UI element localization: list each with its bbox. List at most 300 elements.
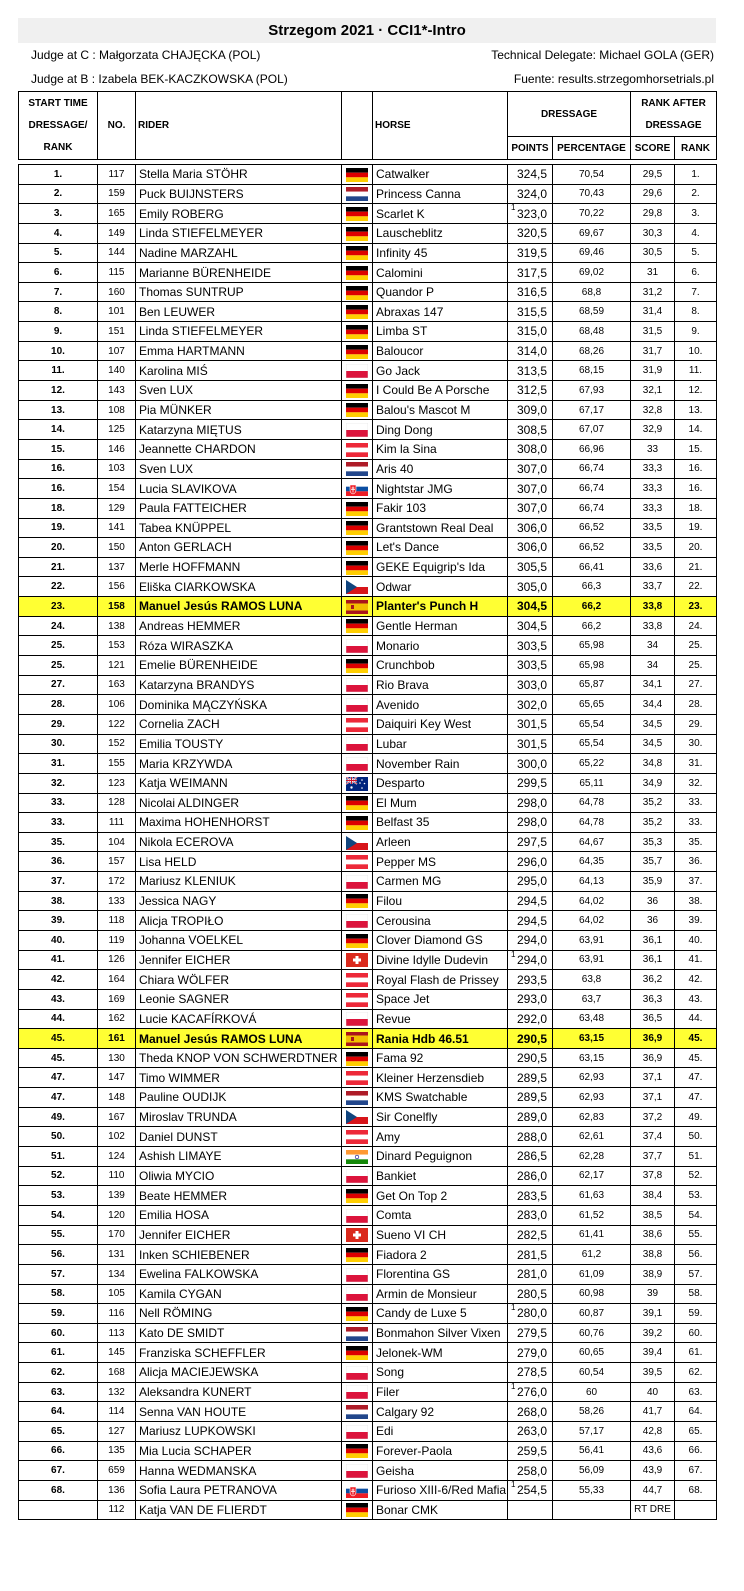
points-value: 323,0 xyxy=(516,206,547,221)
rider-cell: Beate HEMMER xyxy=(136,1186,342,1206)
percentage-cell: 69,67 xyxy=(553,223,631,243)
percentage-cell: 66,52 xyxy=(553,538,631,558)
header-no: NO. xyxy=(98,114,136,137)
rider-cell: Marianne BÜRENHEIDE xyxy=(136,263,342,283)
table-row xyxy=(19,1422,717,1442)
number-cell: 113 xyxy=(98,1323,136,1343)
horse-cell: Dinard Peguignon xyxy=(373,1147,508,1167)
header-dressage-rank: DRESSAGE/ xyxy=(19,114,98,137)
number-cell: 111 xyxy=(98,813,136,833)
horse-cell: Fakir 103 xyxy=(373,498,508,518)
horse-cell: Furioso XIII-6/Red Mafia xyxy=(373,1480,508,1500)
flag-switzerland-icon xyxy=(346,1228,368,1242)
points-value: 254,5 xyxy=(516,1483,547,1498)
points-cell xyxy=(508,498,553,518)
table-row xyxy=(19,656,717,676)
percentage-cell: 60,65 xyxy=(553,1343,631,1363)
flag-cell xyxy=(342,1323,373,1343)
table-row xyxy=(19,989,717,1009)
dressage-rank-cell: 29. xyxy=(19,714,98,734)
dressage-rank-cell: 66. xyxy=(19,1441,98,1461)
dressage-rank-cell: 25. xyxy=(19,636,98,656)
dressage-rank-cell: 3. xyxy=(19,204,98,224)
horse-cell: Filou xyxy=(373,891,508,911)
points-cell xyxy=(508,1500,553,1520)
number-cell: 150 xyxy=(98,538,136,558)
flag-austria-icon xyxy=(346,443,368,457)
judge-c-text: Judge at C : Małgorzata CHAJĘCKA (POL) xyxy=(31,48,261,62)
score-cell: 39,1 xyxy=(631,1304,675,1324)
final-rank-cell: 57. xyxy=(675,1264,717,1284)
number-cell: 127 xyxy=(98,1422,136,1442)
horse-cell: Rio Brava xyxy=(373,675,508,695)
points-value: 294,5 xyxy=(516,894,547,909)
points-cell xyxy=(508,165,553,185)
score-cell: 44,7 xyxy=(631,1480,675,1500)
number-cell: 122 xyxy=(98,714,136,734)
horse-cell: Revue xyxy=(373,1009,508,1029)
dressage-rank-cell: 30. xyxy=(19,734,98,754)
points-value: 303,0 xyxy=(516,677,547,692)
final-rank-cell: 9. xyxy=(675,322,717,342)
dressage-rank-cell: 44. xyxy=(19,1009,98,1029)
dressage-rank-cell: 42. xyxy=(19,970,98,990)
final-rank-cell: 30. xyxy=(675,734,717,754)
points-cell xyxy=(508,989,553,1009)
points-value: 324,0 xyxy=(516,186,547,201)
number-cell: 128 xyxy=(98,793,136,813)
score-cell: 35,3 xyxy=(631,832,675,852)
score-cell: 30,3 xyxy=(631,223,675,243)
header-dressage: DRESSAGE xyxy=(508,92,631,137)
rider-cell: Nikola ECEROVA xyxy=(136,832,342,852)
horse-cell: Desparto xyxy=(373,773,508,793)
table-row xyxy=(19,616,717,636)
percentage-cell: 61,52 xyxy=(553,1205,631,1225)
dressage-rank-cell: 67. xyxy=(19,1461,98,1481)
horse-cell: Abraxas 147 xyxy=(373,302,508,322)
points-cell xyxy=(508,1304,553,1324)
percentage-cell: 56,41 xyxy=(553,1441,631,1461)
table-row xyxy=(19,498,717,518)
number-cell: 130 xyxy=(98,1048,136,1068)
number-cell: 115 xyxy=(98,263,136,283)
flag-cell xyxy=(342,557,373,577)
final-rank-cell: 40. xyxy=(675,930,717,950)
rider-cell: Ashish LIMAYE xyxy=(136,1147,342,1167)
points-value: 307,0 xyxy=(516,501,547,516)
final-rank-cell: 22. xyxy=(675,577,717,597)
flag-cell xyxy=(342,282,373,302)
final-rank-cell: 43. xyxy=(675,989,717,1009)
percentage-cell: 60,54 xyxy=(553,1363,631,1383)
rider-cell: Leonie SAGNER xyxy=(136,989,342,1009)
flag-germany-icon xyxy=(346,1346,368,1360)
horse-cell: Nightstar JMG xyxy=(373,479,508,499)
final-rank-cell: 10. xyxy=(675,341,717,361)
flag-australia-icon xyxy=(346,777,368,791)
horse-cell: Forever-Paola xyxy=(373,1441,508,1461)
dressage-rank-cell: 61. xyxy=(19,1343,98,1363)
flag-germany-icon xyxy=(346,1503,368,1517)
rider-cell: Eliška CIARKOWSKA xyxy=(136,577,342,597)
flag-cell xyxy=(342,1422,373,1442)
flag-poland-icon xyxy=(346,1169,368,1183)
info-row-2 xyxy=(18,67,716,91)
percentage-cell: 66,41 xyxy=(553,557,631,577)
dressage-rank-cell: 35. xyxy=(19,832,98,852)
dressage-rank-cell: 41. xyxy=(19,950,98,970)
points-cell xyxy=(508,1107,553,1127)
table-row xyxy=(19,1048,717,1068)
dressage-rank-cell: 45. xyxy=(19,1029,98,1049)
points-value: 295,0 xyxy=(516,874,547,889)
number-cell: 106 xyxy=(98,695,136,715)
technical-delegate-text: Technical Delegate: Michael GOLA (GER) xyxy=(491,48,714,62)
horse-cell: Lubar xyxy=(373,734,508,754)
flag-germany-icon xyxy=(346,561,368,575)
points-value: 286,5 xyxy=(516,1149,547,1164)
percentage-cell: 63,91 xyxy=(553,930,631,950)
dressage-rank-cell: 14. xyxy=(19,420,98,440)
number-cell: 172 xyxy=(98,872,136,892)
points-value: 294,0 xyxy=(516,952,547,967)
flag-cell xyxy=(342,538,373,558)
dressage-rank-cell: 15. xyxy=(19,439,98,459)
score-cell: 33,5 xyxy=(631,518,675,538)
points-cell xyxy=(508,773,553,793)
rider-cell: Maxima HOHENHORST xyxy=(136,813,342,833)
dressage-rank-cell: 24. xyxy=(19,616,98,636)
flag-poland-icon xyxy=(346,423,368,437)
points-cell xyxy=(508,714,553,734)
percentage-cell: 65,54 xyxy=(553,734,631,754)
number-cell: 137 xyxy=(98,557,136,577)
rider-cell: Aleksandra KUNERT xyxy=(136,1382,342,1402)
points-cell xyxy=(508,1323,553,1343)
flag-cell xyxy=(342,754,373,774)
table-row xyxy=(19,832,717,852)
points-cell xyxy=(508,1363,553,1383)
flag-cell xyxy=(342,773,373,793)
points-value: 288,0 xyxy=(516,1129,547,1144)
percentage-cell: 70,22 xyxy=(553,204,631,224)
number-cell: 117 xyxy=(98,165,136,185)
rider-cell: Chiara WÖLFER xyxy=(136,970,342,990)
percentage-cell: 66,52 xyxy=(553,518,631,538)
rider-cell: Pauline OUDIJK xyxy=(136,1088,342,1108)
flag-germany-icon xyxy=(346,1189,368,1203)
horse-cell: Edi xyxy=(373,1422,508,1442)
horse-cell: Infinity 45 xyxy=(373,243,508,263)
flag-germany-icon xyxy=(346,659,368,673)
final-rank-cell: 45. xyxy=(675,1029,717,1049)
dressage-rank-cell: 13. xyxy=(19,400,98,420)
dressage-rank-cell: 47. xyxy=(19,1088,98,1108)
points-cell xyxy=(508,538,553,558)
percentage-cell: 67,93 xyxy=(553,381,631,401)
points-value: 290,5 xyxy=(516,1051,547,1066)
header-rank-after: RANK AFTER xyxy=(631,92,717,115)
horse-cell: Arleen xyxy=(373,832,508,852)
flag-germany-icon xyxy=(346,345,368,359)
number-cell: 119 xyxy=(98,930,136,950)
dressage-rank-cell: 52. xyxy=(19,1166,98,1186)
percentage-cell: 60,76 xyxy=(553,1323,631,1343)
points-value: 290,5 xyxy=(516,1031,547,1046)
footnote-mark: 1 xyxy=(511,1303,516,1313)
flag-cell xyxy=(342,1284,373,1304)
number-cell: 153 xyxy=(98,636,136,656)
flag-cell xyxy=(342,793,373,813)
horse-cell: Avenido xyxy=(373,695,508,715)
footnote-mark: 1 xyxy=(511,203,516,213)
final-rank-cell: 21. xyxy=(675,557,717,577)
percentage-cell: 68,48 xyxy=(553,322,631,342)
number-cell: 152 xyxy=(98,734,136,754)
horse-cell: Geisha xyxy=(373,1461,508,1481)
flag-cell xyxy=(342,1441,373,1461)
final-rank-cell: 36. xyxy=(675,852,717,872)
percentage-cell: 66,74 xyxy=(553,479,631,499)
rider-cell: Róza WIRASZKA xyxy=(136,636,342,656)
number-cell: 134 xyxy=(98,1264,136,1284)
score-cell: 31,9 xyxy=(631,361,675,381)
dressage-rank-cell: 4. xyxy=(19,223,98,243)
dressage-rank-cell: 10. xyxy=(19,341,98,361)
flag-cell xyxy=(342,1225,373,1245)
percentage-cell: 64,67 xyxy=(553,832,631,852)
flag-germany-icon xyxy=(346,246,368,260)
horse-cell: Pepper MS xyxy=(373,852,508,872)
horse-cell: Lauscheblitz xyxy=(373,223,508,243)
rider-cell: Katja VAN DE FLIERDT xyxy=(136,1500,342,1520)
dressage-rank-cell: 33. xyxy=(19,793,98,813)
final-rank-cell: 33. xyxy=(675,813,717,833)
points-value: 297,5 xyxy=(516,835,547,850)
points-value: 259,5 xyxy=(516,1443,547,1458)
points-value: 279,0 xyxy=(516,1345,547,1360)
points-value: 302,0 xyxy=(516,697,547,712)
flag-cell xyxy=(342,302,373,322)
flag-cell xyxy=(342,361,373,381)
table-row xyxy=(19,420,717,440)
table-row xyxy=(19,636,717,656)
dressage-rank-cell: 19. xyxy=(19,518,98,538)
percentage-cell: 67,07 xyxy=(553,420,631,440)
number-cell: 165 xyxy=(98,204,136,224)
score-cell: 33,8 xyxy=(631,616,675,636)
score-cell: 36,3 xyxy=(631,989,675,1009)
points-value: 281,5 xyxy=(516,1247,547,1262)
horse-cell: Baloucor xyxy=(373,341,508,361)
number-cell: 108 xyxy=(98,400,136,420)
number-cell: 145 xyxy=(98,1343,136,1363)
points-value: 282,5 xyxy=(516,1227,547,1242)
number-cell: 151 xyxy=(98,322,136,342)
points-cell xyxy=(508,930,553,950)
score-cell: 38,4 xyxy=(631,1186,675,1206)
flag-cell xyxy=(342,597,373,617)
flag-cell xyxy=(342,1147,373,1167)
points-cell xyxy=(508,597,553,617)
points-cell xyxy=(508,970,553,990)
points-cell xyxy=(508,341,553,361)
table-row xyxy=(19,1147,717,1167)
rider-cell: Manuel Jesús RAMOS LUNA xyxy=(136,1029,342,1049)
rider-cell: Tabea KNÜPPEL xyxy=(136,518,342,538)
flag-cell xyxy=(342,832,373,852)
dressage-rank-cell: 63. xyxy=(19,1382,98,1402)
footnote-mark: 1 xyxy=(511,1480,516,1489)
horse-cell: Candy de Luxe 5 xyxy=(373,1304,508,1324)
flag-poland-icon xyxy=(346,1385,368,1399)
rider-cell: Paula FATTEICHER xyxy=(136,498,342,518)
rider-cell: Anton GERLACH xyxy=(136,538,342,558)
table-row xyxy=(19,1029,717,1049)
table-row xyxy=(19,1225,717,1245)
flag-cell xyxy=(342,1500,373,1520)
rider-cell: Theda KNOP VON SCHWERDTNER xyxy=(136,1048,342,1068)
points-value: 319,5 xyxy=(516,245,547,260)
table-row xyxy=(19,714,717,734)
flag-cell xyxy=(342,1029,373,1049)
flag-germany-icon xyxy=(346,1052,368,1066)
footnote-mark: 1 xyxy=(511,1382,516,1391)
final-rank-cell: 39. xyxy=(675,911,717,931)
rider-cell: Jeannette CHARDON xyxy=(136,439,342,459)
flag-poland-icon xyxy=(346,1209,368,1223)
rider-cell: Thomas SUNTRUP xyxy=(136,282,342,302)
rider-cell: Nicolai ALDINGER xyxy=(136,793,342,813)
flag-cell xyxy=(342,656,373,676)
final-rank-cell: 68. xyxy=(675,1480,717,1500)
points-value: 293,5 xyxy=(516,972,547,987)
final-rank-cell: 42. xyxy=(675,970,717,990)
points-cell xyxy=(508,734,553,754)
header-rank-final: RANK xyxy=(675,137,717,160)
rider-cell: Pia MÜNKER xyxy=(136,400,342,420)
horse-cell: Scarlet K xyxy=(373,204,508,224)
percentage-cell: 60,98 xyxy=(553,1284,631,1304)
flag-cell xyxy=(342,184,373,204)
points-value: 294,0 xyxy=(516,933,547,948)
score-cell: 35,2 xyxy=(631,793,675,813)
table-row xyxy=(19,557,717,577)
percentage-cell: 61,09 xyxy=(553,1264,631,1284)
horse-cell: Quandor P xyxy=(373,282,508,302)
horse-cell: Fama 92 xyxy=(373,1048,508,1068)
points-cell xyxy=(508,656,553,676)
rider-cell: Franziska SCHEFFLER xyxy=(136,1343,342,1363)
number-cell: 123 xyxy=(98,773,136,793)
final-rank-cell: 2. xyxy=(675,184,717,204)
flag-switzerland-icon xyxy=(346,953,368,967)
percentage-cell: 68,15 xyxy=(553,361,631,381)
points-value: 289,5 xyxy=(516,1070,547,1085)
score-cell: 34 xyxy=(631,636,675,656)
points-value: 289,5 xyxy=(516,1090,547,1105)
flag-germany-icon xyxy=(346,1248,368,1262)
table-row xyxy=(19,381,717,401)
rider-cell: Emilia TOUSTY xyxy=(136,734,342,754)
number-cell: 104 xyxy=(98,832,136,852)
horse-cell: Royal Flash de Prissey xyxy=(373,970,508,990)
points-value: 312,5 xyxy=(516,383,547,398)
final-rank-cell: 25. xyxy=(675,656,717,676)
score-cell: 36 xyxy=(631,911,675,931)
flag-germany-icon xyxy=(346,325,368,339)
final-rank-cell: 14. xyxy=(675,420,717,440)
flag-austria-icon xyxy=(346,993,368,1007)
flag-slovakia-icon xyxy=(346,482,368,496)
flag-cell xyxy=(342,1166,373,1186)
source-text: Fuente: results.strzegomhorsetrials.pl xyxy=(513,72,714,86)
header-percentage: PERCENTAGE xyxy=(553,137,631,160)
dressage-rank-cell: 50. xyxy=(19,1127,98,1147)
header-rank-after-dressage: DRESSAGE xyxy=(631,114,717,137)
horse-cell: Grantstown Real Deal xyxy=(373,518,508,538)
rider-cell: Puck BUIJNSTERS xyxy=(136,184,342,204)
table-row xyxy=(19,675,717,695)
rider-cell: Emelie BÜRENHEIDE xyxy=(136,656,342,676)
points-value: 280,0 xyxy=(516,1306,547,1321)
rider-cell: Maria KRZYWDA xyxy=(136,754,342,774)
final-rank-cell: 29. xyxy=(675,714,717,734)
dressage-rank-cell: 1. xyxy=(19,165,98,185)
table-row xyxy=(19,930,717,950)
score-cell: 34,5 xyxy=(631,714,675,734)
final-rank-cell: 1. xyxy=(675,165,717,185)
percentage-cell: 66,2 xyxy=(553,616,631,636)
points-cell xyxy=(508,1382,553,1402)
number-cell: 146 xyxy=(98,439,136,459)
final-rank-cell: 38. xyxy=(675,891,717,911)
horse-cell: El Mum xyxy=(373,793,508,813)
table-row xyxy=(19,1500,717,1520)
dressage-rank-cell: 51. xyxy=(19,1147,98,1167)
table-row xyxy=(19,282,717,302)
flag-cell xyxy=(342,1205,373,1225)
table-row xyxy=(19,577,717,597)
score-cell: 36,9 xyxy=(631,1029,675,1049)
table-row xyxy=(19,872,717,892)
rider-cell: Oliwia MYCIO xyxy=(136,1166,342,1186)
flag-cell xyxy=(342,950,373,970)
score-cell: 37,7 xyxy=(631,1147,675,1167)
score-cell: 34,4 xyxy=(631,695,675,715)
score-cell: 39,2 xyxy=(631,1323,675,1343)
table-row xyxy=(19,813,717,833)
points-cell xyxy=(508,1402,553,1422)
score-cell: 30,5 xyxy=(631,243,675,263)
dressage-rank-cell: 55. xyxy=(19,1225,98,1245)
percentage-cell: 68,26 xyxy=(553,341,631,361)
number-cell: 154 xyxy=(98,479,136,499)
rider-cell: Inken SCHIEBENER xyxy=(136,1245,342,1265)
points-value: 300,0 xyxy=(516,756,547,771)
table-row xyxy=(19,302,717,322)
dressage-rank-cell: 53. xyxy=(19,1186,98,1206)
number-cell: 121 xyxy=(98,656,136,676)
final-rank-cell: 7. xyxy=(675,282,717,302)
dressage-rank-cell: 6. xyxy=(19,263,98,283)
number-cell: 103 xyxy=(98,459,136,479)
flag-cell xyxy=(342,498,373,518)
flag-poland-icon xyxy=(346,1268,368,1282)
flag-germany-icon xyxy=(346,816,368,830)
horse-cell: Jelonek-WM xyxy=(373,1343,508,1363)
